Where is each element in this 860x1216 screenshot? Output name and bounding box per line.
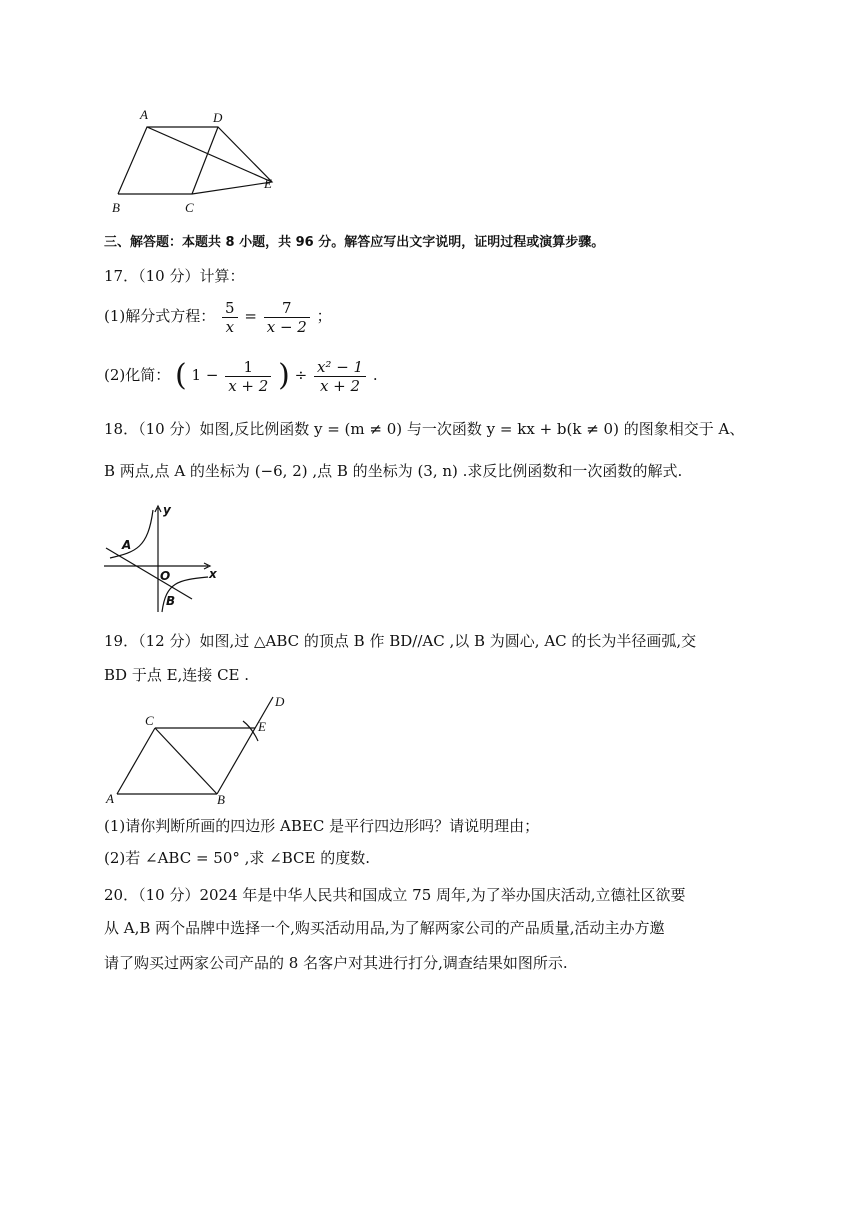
- q20-line1: 20．（10 分）2024 年是中华人民共和国成立 75 周年,为了举办国庆活动,立德社区欲要: [104, 886, 686, 904]
- fig2-label-x: x: [209, 567, 217, 581]
- q19-line1: 19．（12 分）如图,过 △ABC 的顶点 B 作 BD//AC ,以 B 为圆心, AC 的长为半径画弧,交: [104, 632, 697, 650]
- q17-fraction-divisor: [314, 358, 366, 395]
- q20-line3: 请了购买过两家公司产品的 8 名客户对其进行打分,调查结果如图所示.: [104, 954, 568, 972]
- fig2-label-y: y: [163, 503, 171, 517]
- q17-fraction-left: [222, 299, 238, 336]
- q17-fraction-inner-den: x + 2: [225, 376, 271, 395]
- q17-fraction-divisor-den: x + 2: [314, 376, 366, 395]
- fig1-label-a: A: [140, 107, 148, 122]
- q17-equals: =: [244, 307, 257, 325]
- fig3-label-d: D: [275, 694, 285, 709]
- fig3-arc: [243, 721, 258, 741]
- fig1-segment-dc: [192, 127, 218, 194]
- fig2-hyperbola-left: [110, 510, 153, 558]
- q17-fraction-divisor-num: x² − 1: [316, 357, 364, 376]
- fig3-label-c: C: [145, 713, 154, 728]
- section-heading: 三、解答题：本题共 8 小题，共 96 分。解答应写出文字说明，证明过程或演算步骤。: [104, 235, 605, 250]
- q17-intro: 17．（10 分）计算：: [104, 267, 245, 285]
- q19-line2: BD 于点 E,连接 CE .: [104, 666, 250, 684]
- fig3-segment-ac: [117, 728, 155, 794]
- q17-part2-inner: 1 −: [191, 366, 219, 384]
- q17-paren-open: (: [175, 358, 187, 393]
- fig3-segment-cb: [155, 728, 217, 794]
- fig1-segment-ae: [147, 127, 272, 182]
- q17-part2-end: .: [372, 366, 378, 384]
- q17-fraction-inner: [225, 358, 271, 395]
- figure-quadrilateral-abcde: [100, 100, 290, 220]
- q17-fraction-right-den: x − 2: [264, 317, 310, 336]
- q19-part1: (1)请你判断所画的四边形 ABEC 是平行四边形吗？请说明理由；: [104, 817, 540, 835]
- fig1-label-b: B: [112, 200, 120, 215]
- fig3-label-a: A: [106, 791, 114, 806]
- q17-part2: [104, 355, 378, 396]
- q17-fraction-right: [264, 299, 310, 336]
- fig2-label-a: A: [122, 538, 132, 552]
- figure-parallelogram-abec: [100, 688, 300, 808]
- fig3-label-e: E: [258, 719, 266, 734]
- fig1-label-d: D: [213, 110, 223, 125]
- q17-paren-close: ): [278, 358, 290, 393]
- q17-fraction-right-num: 7: [282, 298, 292, 317]
- q17-divide: ÷: [294, 366, 308, 384]
- q18-line2: B 两点,点 A 的坐标为 (−6, 2) ,点 B 的坐标为 (3, n) .求反比例函数和一次函数的解式.: [104, 462, 683, 480]
- q17-part1-label: (1)解分式方程：: [104, 307, 216, 325]
- q17-part2-label: (2)化简：: [104, 366, 171, 384]
- q17-fraction-left-num: 5: [225, 298, 235, 317]
- q20-line2: 从 A,B 两个品牌中选择一个,购买活动用品,为了解两家公司的产品质量,活动主办方邀: [104, 919, 665, 937]
- q17-part1-end: ；: [316, 307, 332, 325]
- fig2-label-o: O: [160, 569, 171, 583]
- fig1-label-e: E: [264, 176, 272, 191]
- q17-part1: [104, 296, 332, 336]
- fig3-segment-bd: [217, 697, 273, 794]
- figure-hyperbola-line: [100, 500, 230, 620]
- fig3-label-b: B: [217, 792, 225, 807]
- fig2-label-b: B: [166, 594, 176, 608]
- q17-fraction-inner-num: 1: [243, 357, 254, 376]
- fig2-line: [106, 548, 192, 599]
- q19-part2: (2)若 ∠ABC = 50° ,求 ∠BCE 的度数.: [104, 849, 371, 867]
- q17-fraction-left-den: x: [222, 317, 238, 336]
- fig1-label-c: C: [185, 200, 194, 215]
- fig1-outline: [118, 127, 272, 194]
- q18-line1: 18．（10 分）如图,反比例函数 y = (m ≠ 0) 与一次函数 y = kx + b(k ≠ 0) 的图象相交于 A、: [104, 420, 745, 438]
